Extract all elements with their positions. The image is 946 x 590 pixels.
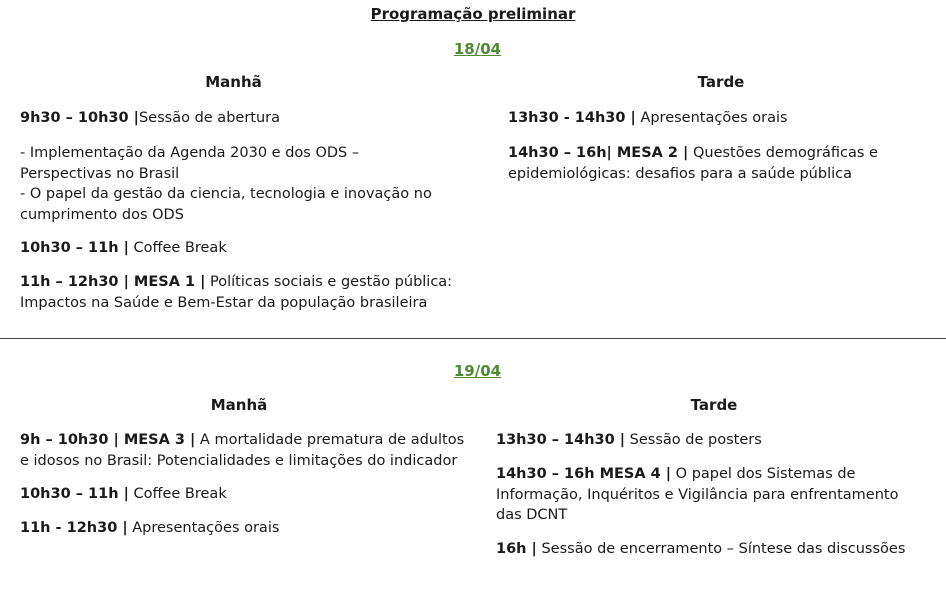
- day1-morning-item-3: [20, 184, 450, 225]
- day2-date: 19/04: [453, 362, 502, 380]
- item-text: Sessão de abertura: [138, 110, 280, 126]
- day2-afternoon-item-3: [496, 539, 936, 560]
- item-text: Sessão de posters: [629, 432, 762, 448]
- item-time: 16h |: [496, 541, 537, 557]
- day1-afternoon-item-2: [508, 143, 888, 184]
- item-time: 10h30 – 11h |: [20, 486, 129, 502]
- item-time: 14h30 – 16h| MESA 2 |: [508, 145, 689, 161]
- item-text: Coffee Break: [133, 486, 227, 502]
- item-text: Políticas sociais e gestão pública: Impactos na Saúde e Bem-Estar da população brasileira: [20, 274, 453, 311]
- item-text: - Implementação da Agenda 2030 e dos ODS – Perspectivas no Brasil: [20, 145, 360, 182]
- day2-morning-item-3: [20, 518, 460, 539]
- day2-morning-heading: Manhã: [210, 396, 268, 414]
- item-text: Coffee Break: [133, 240, 227, 256]
- day1-afternoon-heading: Tarde: [697, 73, 745, 91]
- item-time: 9h – 10h30 | MESA 3 |: [20, 432, 196, 448]
- item-time: 11h – 12h30 | MESA 1 |: [20, 274, 206, 290]
- day1-morning-item-2: [20, 143, 450, 184]
- day1-morning-item-4: [20, 238, 450, 259]
- item-time: 9h30 – 10h30 |: [20, 110, 139, 126]
- day1-afternoon-item-1: [508, 108, 928, 129]
- item-text: Apresentações orais: [640, 110, 788, 126]
- day2-afternoon-item-2: [496, 464, 928, 526]
- item-text: O papel dos Sistemas de Informação, Inquéritos e Vigilância para enfrentamento das DCNT: [496, 466, 899, 523]
- page-title: Programação preliminar: [370, 5, 576, 23]
- day2-afternoon-heading: Tarde: [690, 396, 738, 414]
- day2-morning-item-1: [20, 430, 465, 471]
- item-text: Apresentações orais: [132, 520, 280, 536]
- item-text: A mortalidade prematura de adultos e idosos no Brasil: Potencialidades e limitações do indicador: [20, 432, 465, 469]
- item-time: 13h30 - 14h30 |: [508, 110, 636, 126]
- item-time: 10h30 – 11h |: [20, 240, 129, 256]
- day1-morning-heading: Manhã: [205, 73, 262, 91]
- item-text: - O papel da gestão da ciencia, tecnologia e inovação no cumprimento dos ODS: [20, 186, 432, 223]
- item-time: 13h30 – 14h30 |: [496, 432, 626, 448]
- item-time: 11h - 12h30 |: [20, 520, 128, 536]
- day2-afternoon-item-1: [496, 430, 936, 451]
- day1-morning-item-5: [20, 272, 460, 313]
- item-time: 14h30 – 16h MESA 4 |: [496, 466, 672, 482]
- section-divider: [0, 338, 946, 339]
- day1-date: 18/04: [453, 40, 502, 58]
- day2-morning-item-2: [20, 484, 460, 505]
- item-text: Questões demográficas e epidemiológicas: desafios para a saúde pública: [508, 145, 878, 182]
- day1-morning-item-1: [20, 108, 440, 129]
- item-text: Sessão de encerramento – Síntese das discussões: [541, 541, 906, 557]
